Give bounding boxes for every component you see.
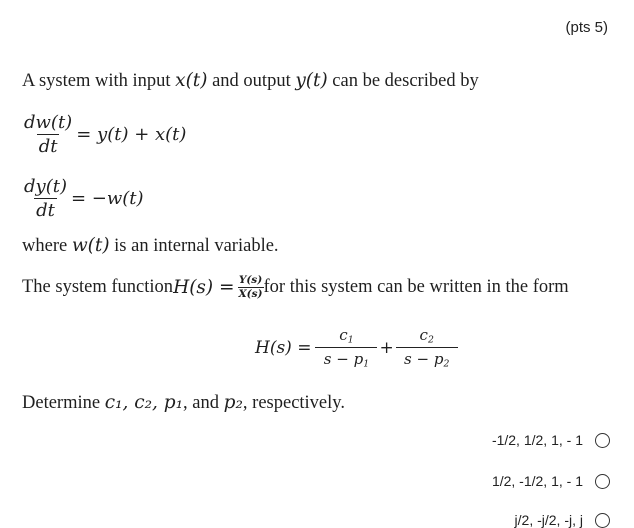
eq2-rhs: = −w(t)	[70, 188, 144, 209]
system-function-symbol: H(s) =	[173, 277, 235, 298]
form-lhs: H(s) =	[255, 337, 312, 358]
input-signal: x(t)	[175, 70, 208, 91]
form-term-1: $\frac{c_1}{s - p_1}$	[315, 326, 377, 370]
points-label: (pts 5)	[565, 19, 608, 36]
form-plus: +	[379, 337, 394, 358]
internal-variable: w(t)	[71, 235, 110, 256]
eq2-denominator: dt	[36, 200, 55, 221]
determine-text: Determine c₁, c₂, p₁, and p₂, respectively.	[22, 392, 345, 413]
answer-option-label: 1/2, -1/2, 1, - 1	[491, 473, 583, 489]
equation-1	[22, 112, 186, 157]
eq1-numerator: dw(t)	[24, 112, 73, 133]
answer-option-label: -1/2, 1/2, 1, - 1	[491, 432, 583, 448]
determine-variables: c₁, c₂, p₁	[104, 392, 184, 413]
answer-option-1[interactable]	[492, 432, 610, 448]
eq1-denominator: dt	[38, 136, 58, 157]
where-text: where w(t) is an internal variable.	[22, 235, 279, 256]
radio-button-icon[interactable]	[595, 474, 610, 489]
eq2-fraction	[22, 176, 69, 221]
output-signal: y(t)	[295, 70, 328, 91]
answer-option-3[interactable]	[515, 512, 610, 528]
answer-option-label: j/2, -j/2, -j, j	[514, 512, 583, 528]
radio-button-icon[interactable]	[595, 433, 610, 448]
answer-option-2[interactable]	[492, 473, 610, 489]
radio-button-icon[interactable]	[595, 513, 610, 528]
partial-fraction-form	[255, 326, 458, 370]
question-intro: A system with input x(t) and output y(t) can be described by	[22, 70, 479, 91]
equation-2	[22, 176, 144, 221]
eq1-fraction	[22, 112, 74, 157]
eq1-rhs: = y(t) + x(t)	[76, 124, 187, 145]
system-function-text: The system function H(s) = $\frac{Y(s)}{X(s)}$ for this system can be written in the form	[22, 274, 569, 300]
form-term-2: $\frac{c_2}{s - p_2}$	[396, 326, 458, 370]
system-function-fraction: $\frac{Y(s)}{X(s)}$	[238, 274, 263, 300]
eq2-numerator: dy(t)	[24, 176, 67, 197]
